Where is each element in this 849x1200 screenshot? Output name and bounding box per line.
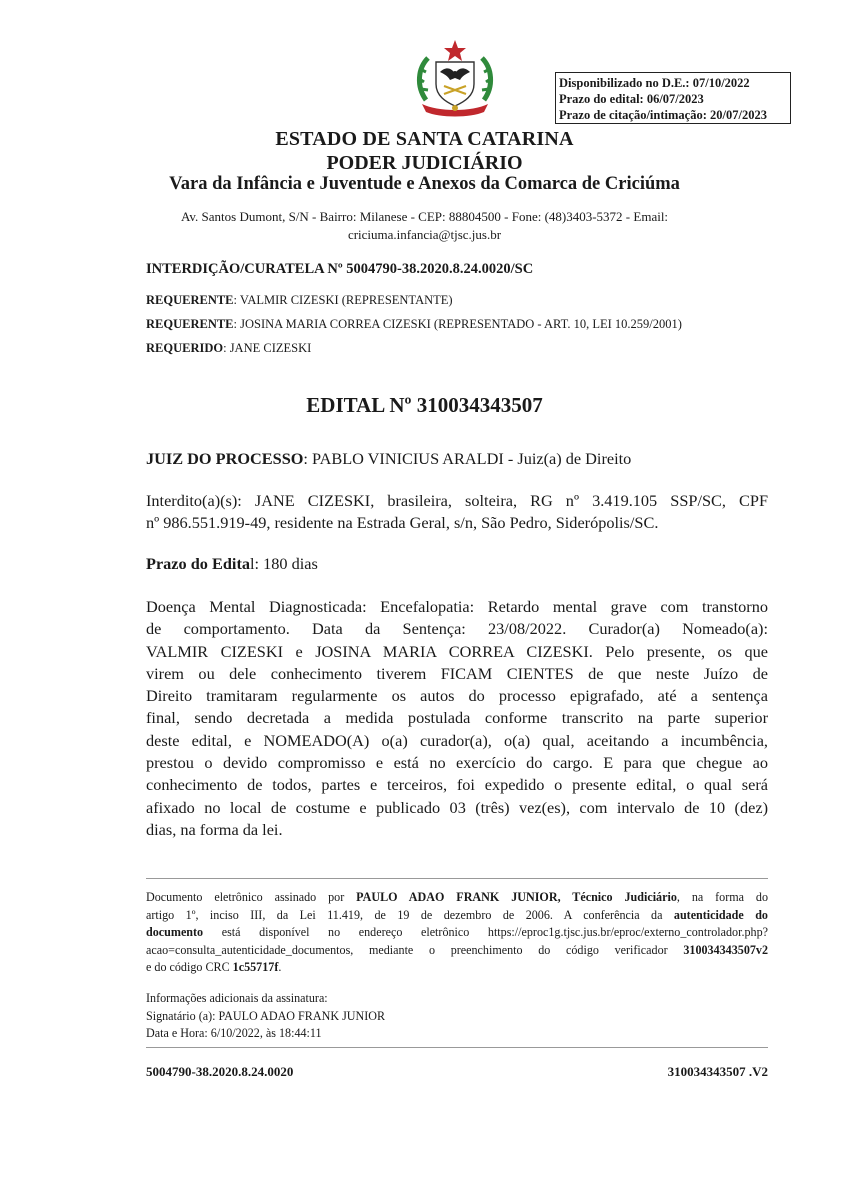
publication-stamp bbox=[555, 72, 791, 124]
paragraph-line: conhecimento de todos, partes e terceiros, foi expedido o presente edital, o qual será bbox=[146, 775, 768, 795]
address-line-1: Av. Santos Dumont, S/N - Bairro: Milanese - CEP: 88804500 - Fone: (48)3403-5372 - Email: bbox=[180, 209, 669, 224]
santa-catarina-coat-of-arms-icon bbox=[414, 38, 496, 118]
signature-info-title: Informações adicionais da assinatura: bbox=[146, 991, 328, 1005]
footer-document-code: 310034343507 .V2 bbox=[667, 1064, 768, 1079]
paragraph-line: Interdito(a)(s): JANE CIZESKI, brasileira, solteira, RG nº 3.419.105 SSP/SC, CPF bbox=[146, 491, 768, 510]
footer-process-number: 5004790-38.2020.8.24.0020 bbox=[146, 1064, 294, 1079]
signature-datetime: Data e Hora: 6/10/2022, às 18:44:11 bbox=[146, 1026, 322, 1041]
sig-text: Documento eletrônico assinado por bbox=[146, 890, 357, 904]
prazo-value: l: 180 dias bbox=[250, 554, 318, 573]
interdito-paragraph bbox=[146, 490, 768, 535]
party-role: REQUERENTE bbox=[146, 317, 234, 331]
signature-line-1 bbox=[146, 889, 768, 907]
header-power: PODER JUDICIÁRIO bbox=[326, 152, 523, 174]
header-state: ESTADO DE SANTA CATARINA bbox=[275, 128, 574, 150]
edital-body bbox=[146, 596, 768, 841]
sig-url-text: está disponível no endereço eletrônico https://eproc1g.tjsc.jus.br/eproc/externo_controlador.php? bbox=[203, 925, 768, 940]
signature-line-2 bbox=[146, 907, 768, 925]
signature-signatory: Signatário (a): PAULO ADAO FRANK JUNIOR bbox=[146, 1008, 386, 1023]
header-address bbox=[0, 208, 849, 244]
signature-line-4 bbox=[146, 942, 768, 960]
signature-block bbox=[146, 889, 768, 977]
sig-bold: documento bbox=[146, 925, 204, 940]
party-line bbox=[146, 317, 682, 332]
sig-text: e do código CRC bbox=[146, 960, 233, 975]
sig-signer: PAULO ADAO FRANK JUNIOR, Técnico Judiciário bbox=[356, 890, 677, 904]
party-role: REQUERENTE bbox=[146, 293, 234, 307]
sig-text: artigo 1º, inciso III, da Lei 11.419, de 19 de dezembro de 2006. A conferência da bbox=[146, 907, 674, 922]
paragraph-line: Doença Mental Diagnosticada: Encefalopatia: Retardo mental grave com transtorno bbox=[146, 597, 768, 616]
party-role: REQUERIDO bbox=[146, 341, 224, 355]
paragraph-line: Direito tramitaram regularmente os autos do processo epigrafado, até a sentença bbox=[146, 686, 768, 706]
sig-text: acao=consulta_autenticidade_documentos, mediante o preenchimento do código verificador bbox=[146, 942, 684, 957]
divider bbox=[146, 878, 768, 879]
party-name: : VALMIR CIZESKI (REPRESENTANTE) bbox=[233, 293, 453, 307]
paragraph-line: prestou o devido compromisso e está no exercício do cargo. E para que chegue ao bbox=[146, 753, 768, 773]
sig-bold: autenticidade do bbox=[673, 907, 768, 922]
signature-info bbox=[146, 990, 385, 1043]
stamp-prazo-edital: Prazo do edital: 06/07/2023 bbox=[559, 92, 704, 106]
signature-line-5 bbox=[146, 959, 768, 977]
judge-line bbox=[146, 448, 768, 470]
party-line bbox=[146, 341, 311, 356]
paragraph-line: final, sendo decretada a medida postulada conforme transcrito na parte superior bbox=[146, 708, 768, 728]
judge-value: : PABLO VINICIUS ARALDI - Juiz(a) de Direito bbox=[303, 449, 632, 468]
header-court: Vara da Infância e Juventude e Anexos da Comarca de Criciúma bbox=[169, 174, 680, 194]
sig-crc-code: 1c55717f bbox=[232, 960, 279, 975]
paragraph-line: VALMIR CIZESKI e JOSINA MARIA CORREA CIZESKI. Pelo presente, os que bbox=[146, 641, 768, 661]
sig-text: , na forma do bbox=[676, 890, 768, 904]
edital-title: EDITAL Nº 310034343507 bbox=[306, 393, 543, 417]
paragraph-line: dias, na forma da lei. bbox=[146, 819, 283, 839]
sig-text: . bbox=[278, 960, 282, 975]
divider bbox=[146, 1047, 768, 1048]
prazo-label: Prazo do Edita bbox=[146, 554, 251, 573]
paragraph-line: deste edital, e NOMEADO(A) o(a) curador(a), o(a) qual, aceitando a incumbência, bbox=[146, 730, 768, 750]
stamp-disponibilizado: Disponibilizado no D.E.: 07/10/2022 bbox=[559, 76, 750, 90]
signature-line-3 bbox=[146, 924, 768, 942]
judge-label: JUIZ DO PROCESSO bbox=[146, 449, 304, 468]
process-title: INTERDIÇÃO/CURATELA Nº 5004790-38.2020.8.24.0020/SC bbox=[146, 261, 534, 277]
party-name: : JANE CIZESKI bbox=[223, 341, 312, 355]
paragraph-line: de comportamento. Data da Sentença: 23/08/2022. Curador(a) Nomeado(a): bbox=[146, 619, 768, 639]
address-line-2: criciuma.infancia@tjsc.jus.br bbox=[347, 227, 502, 242]
prazo-line bbox=[146, 553, 768, 575]
party-line bbox=[146, 293, 453, 308]
paragraph-line: virem ou dele conhecimento tiverem FICAM CIENTES de que neste Juízo de bbox=[146, 663, 768, 683]
sig-verifier-code: 310034343507v2 bbox=[683, 942, 768, 957]
stamp-prazo-citacao: Prazo de citação/intimação: 20/07/2023 bbox=[559, 108, 767, 122]
party-name: : JOSINA MARIA CORREA CIZESKI (REPRESENTADO - ART. 10, LEI 10.259/2001) bbox=[233, 317, 682, 331]
paragraph-line: nº 986.551.919-49, residente na Estrada Geral, s/n, São Pedro, Siderópolis/SC. bbox=[146, 513, 659, 533]
paragraph-line: afixado no local de costume e publicado 03 (três) vez(es), com intervalo de 10 (dez) bbox=[146, 797, 768, 817]
